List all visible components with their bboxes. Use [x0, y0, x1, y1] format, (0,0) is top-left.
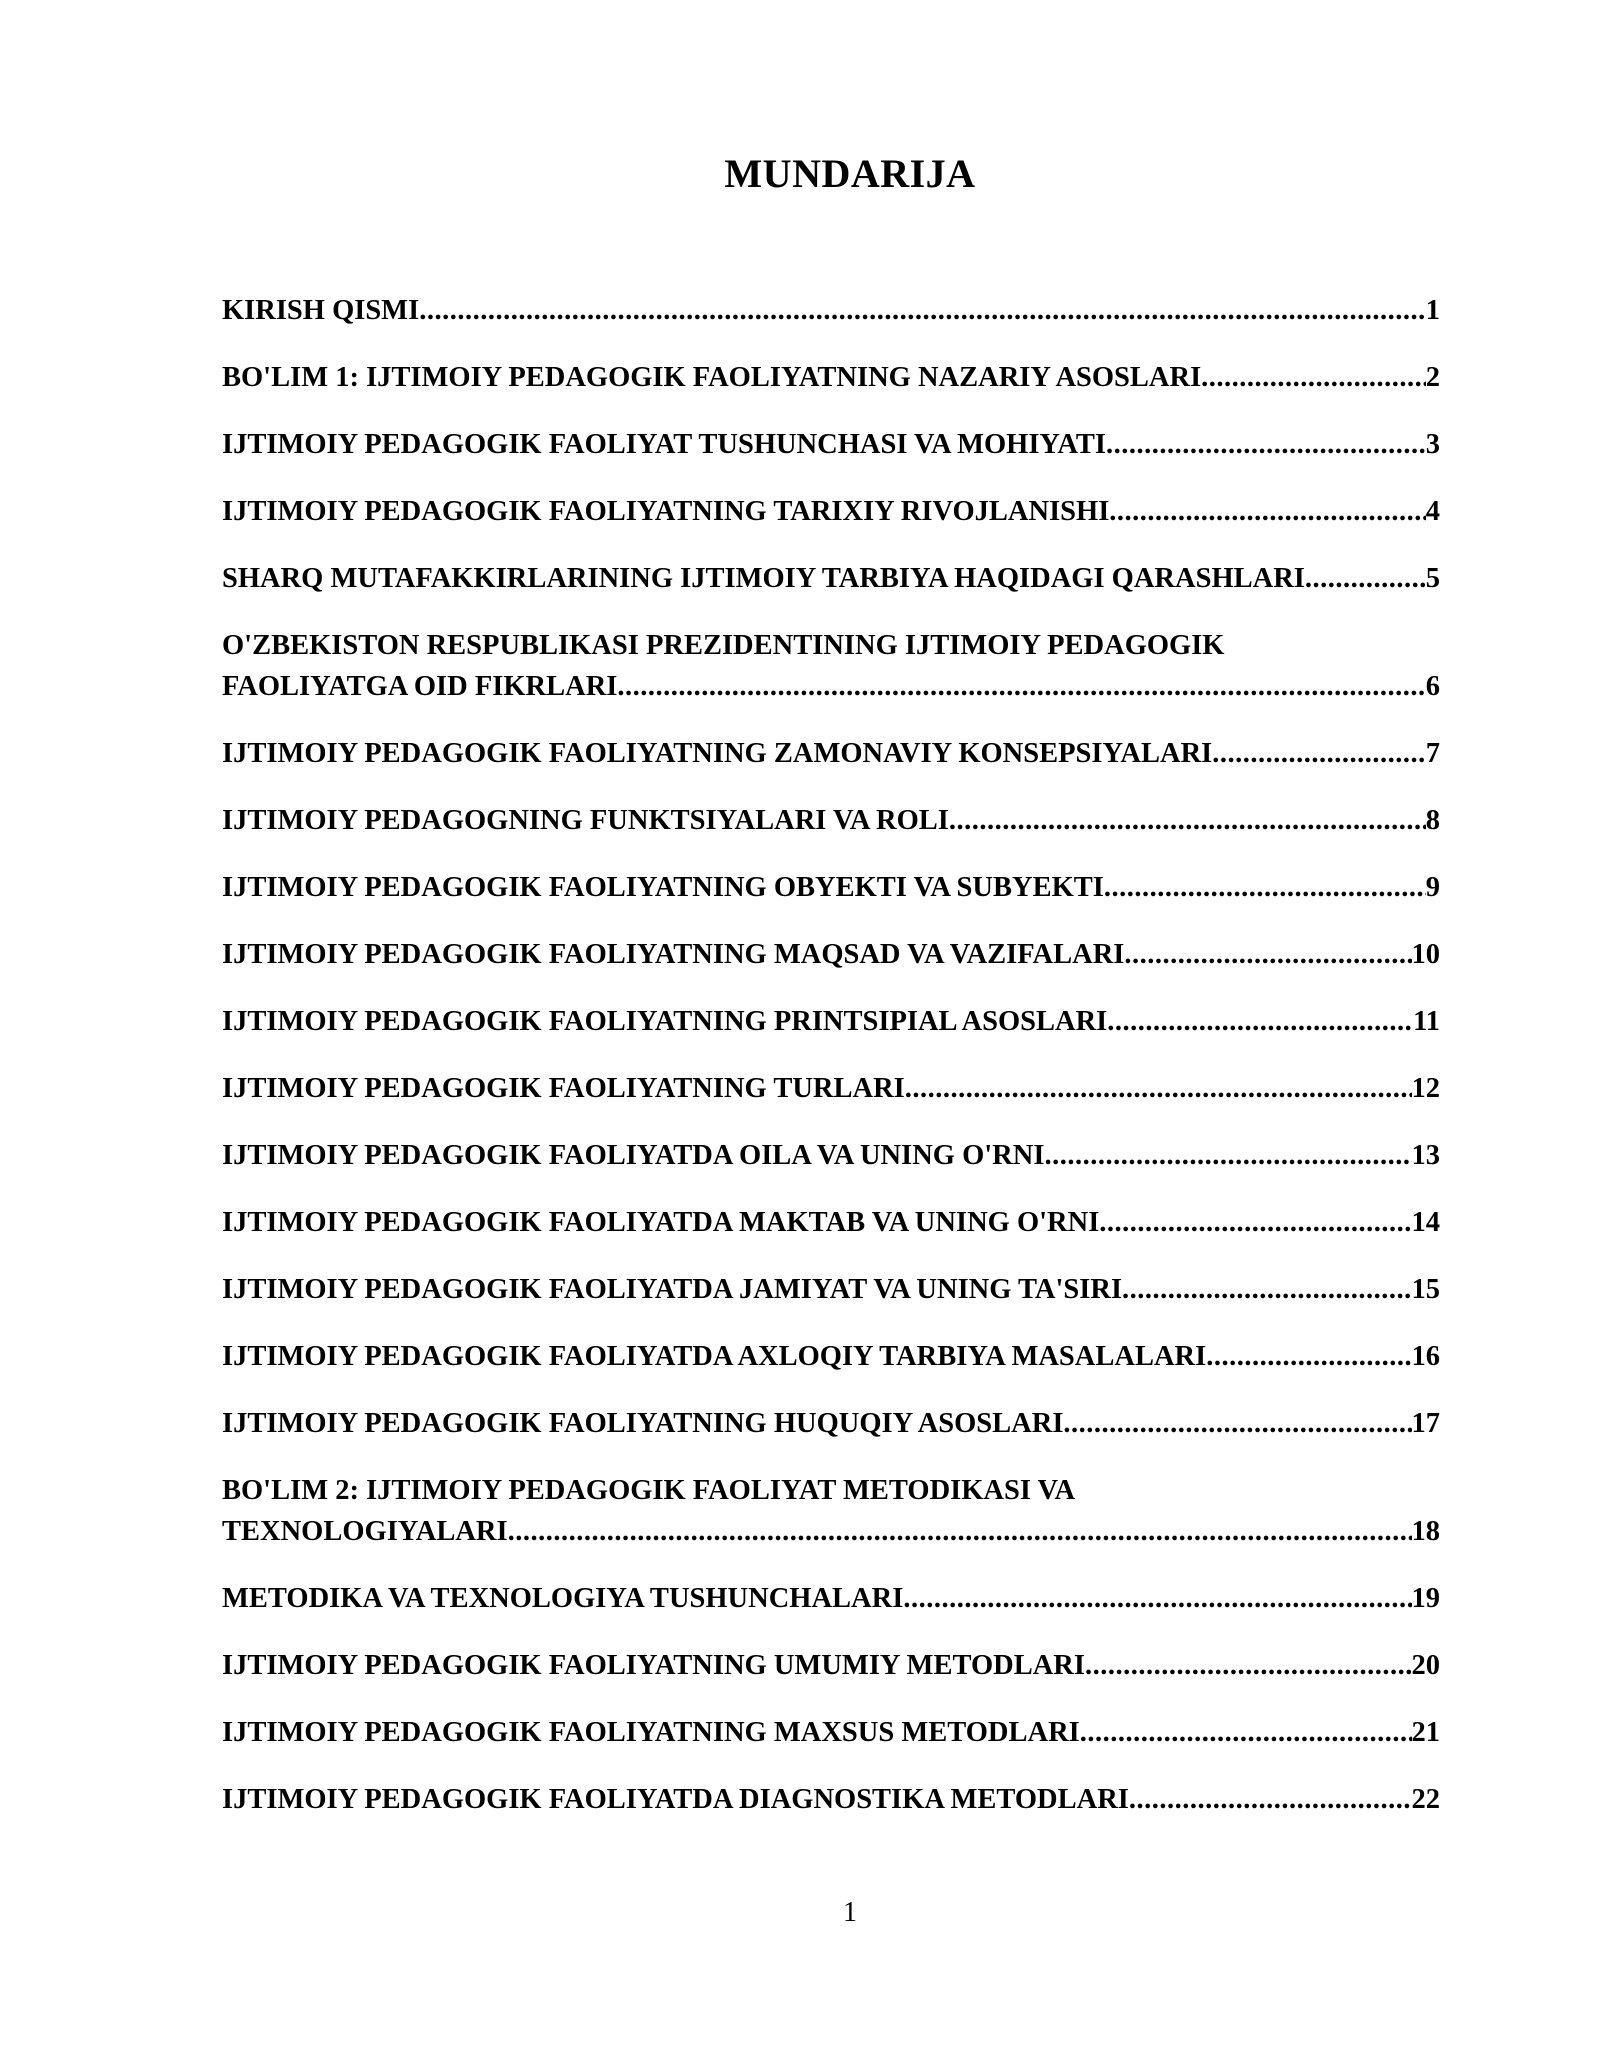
toc-entry[interactable] — [222, 800, 1440, 841]
toc-entry-label: IJTIMOIY PEDAGOGIK FAOLIYATDA JAMIYAT VA UNING TA'SIRI — [222, 1274, 1123, 1305]
toc-entry[interactable] — [222, 1135, 1440, 1176]
toc-entry-page: 17 — [1411, 1408, 1440, 1439]
toc-dot-leader — [1104, 867, 1426, 908]
toc-entry-label: IJTIMOIY PEDAGOGIK FAOLIYATDA MAKTAB VA UNING O'RNI — [222, 1207, 1100, 1238]
toc-entry-page: 13 — [1411, 1140, 1440, 1171]
toc-entry-page: 16 — [1411, 1341, 1440, 1372]
toc-dot-leader — [1044, 1135, 1411, 1176]
toc-dot-leader — [419, 290, 1426, 331]
toc-entry[interactable] — [222, 1068, 1440, 1109]
toc-entry-line2 — [222, 666, 1440, 707]
toc-dot-leader — [1099, 1202, 1411, 1243]
toc-entry-page: 12 — [1411, 1073, 1440, 1104]
toc-entry-label-line1: BO'LIM 2: IJTIMOIY PEDAGOGIK FAOLIYAT METODIKASI VA — [222, 1475, 1076, 1506]
toc-entry-page: 14 — [1411, 1207, 1440, 1238]
toc-entry-page: 6 — [1425, 671, 1440, 702]
toc-entry-label: BO'LIM 1: IJTIMOIY PEDAGOGIK FAOLIYATNING NAZARIY ASOSLARI — [222, 362, 1202, 393]
toc-dot-leader — [1080, 1712, 1412, 1753]
toc-dot-leader — [1124, 934, 1411, 975]
toc-dot-leader — [1129, 1779, 1412, 1820]
toc-entry-label: IJTIMOIY PEDAGOGNING FUNKTSIYALARI VA ROLI — [222, 805, 949, 836]
toc-entry-label: IJTIMOIY PEDAGOGIK FAOLIYATNING UMUMIY METODLARI — [222, 1650, 1085, 1681]
toc-dot-leader — [1109, 491, 1425, 532]
toc-entry-page: 10 — [1411, 939, 1440, 970]
toc-dot-leader — [1305, 558, 1426, 599]
toc-entry[interactable] — [222, 733, 1440, 774]
toc-entry-page: 20 — [1411, 1650, 1440, 1681]
toc-entry-multiline — [222, 625, 1440, 707]
toc-entry[interactable] — [222, 1712, 1440, 1753]
toc-entry-label-line1: O'ZBEKISTON RESPUBLIKASI PREZIDENTINING IJTIMOIY PEDAGOGIK — [222, 630, 1225, 661]
toc-entry-multiline — [222, 1470, 1440, 1552]
toc-entry-line2 — [222, 1511, 1440, 1552]
page-title: MUNDARIJA — [724, 151, 976, 196]
toc-entry[interactable] — [222, 1645, 1440, 1686]
toc-entry-page: 22 — [1411, 1784, 1440, 1815]
toc-entry[interactable] — [222, 1578, 1440, 1619]
toc-entry[interactable] — [222, 934, 1440, 975]
toc-entry-label-line2: TEXNOLOGIYALARI — [222, 1516, 508, 1547]
toc-entry-label: IJTIMOIY PEDAGOGIK FAOLIYATNING MAQSAD VA VAZIFALARI — [222, 939, 1125, 970]
toc-entry-page: 15 — [1411, 1274, 1440, 1305]
toc-entry-label: KIRISH QISMI — [222, 295, 420, 326]
toc-entry-page: 4 — [1425, 496, 1440, 527]
toc-entry[interactable] — [222, 1403, 1440, 1444]
toc-dot-leader — [617, 666, 1425, 707]
toc-entry-page: 19 — [1411, 1583, 1440, 1614]
toc-entry[interactable] — [222, 1336, 1440, 1377]
toc-entry-label: METODIKA VA TEXNOLOGIYA TUSHUNCHALARI — [222, 1583, 904, 1614]
toc-entry-page: 5 — [1425, 563, 1440, 594]
toc-entry[interactable] — [222, 357, 1440, 398]
toc-entry[interactable] — [222, 424, 1440, 465]
toc-entry-page: 2 — [1425, 362, 1440, 393]
toc-entry-page: 8 — [1425, 805, 1440, 836]
toc-entry[interactable] — [222, 625, 1440, 707]
toc-dot-leader — [1206, 1336, 1411, 1377]
toc-dot-leader — [1085, 1645, 1412, 1686]
toc-entry[interactable] — [222, 491, 1440, 532]
toc-dot-leader — [1107, 1001, 1413, 1042]
toc-entry-page: 7 — [1425, 738, 1440, 769]
toc-entry[interactable] — [222, 290, 1440, 331]
toc-entry[interactable] — [222, 1001, 1440, 1042]
toc-dot-leader — [905, 1068, 1412, 1109]
toc-dot-leader — [1063, 1403, 1411, 1444]
toc-entry[interactable] — [222, 1269, 1440, 1310]
toc-dot-leader — [949, 800, 1426, 841]
toc-dot-leader — [1201, 357, 1426, 398]
toc-entry-page: 1 — [1425, 295, 1440, 326]
page-number: 1 — [843, 1897, 857, 1928]
toc-entry[interactable] — [222, 1202, 1440, 1243]
toc-dot-leader — [1122, 1269, 1411, 1310]
toc-entry[interactable] — [222, 1779, 1440, 1820]
toc-entry-label: SHARQ MUTAFAKKIRLARINING IJTIMOIY TARBIYA HAQIDAGI QARASHLARI — [222, 563, 1305, 594]
toc-entry-page: 9 — [1425, 872, 1440, 903]
toc-dot-leader — [903, 1578, 1411, 1619]
toc-entry-label: IJTIMOIY PEDAGOGIK FAOLIYATNING HUQUQIY ASOSLARI — [222, 1408, 1064, 1439]
toc-entry-page: 11 — [1413, 1006, 1440, 1037]
toc-entry-label: IJTIMOIY PEDAGOGIK FAOLIYATNING TURLARI — [222, 1073, 905, 1104]
toc-entry-label: IJTIMOIY PEDAGOGIK FAOLIYATDA AXLOQIY TARBIYA MASALALARI — [222, 1341, 1207, 1372]
toc-entry-label: IJTIMOIY PEDAGOGIK FAOLIYAT TUSHUNCHASI VA MOHIYATI — [222, 429, 1106, 460]
toc-dot-leader — [1106, 424, 1426, 465]
toc-dot-leader — [1212, 733, 1425, 774]
toc-entry-page: 3 — [1425, 429, 1440, 460]
toc-entry-label: IJTIMOIY PEDAGOGIK FAOLIYATNING TARIXIY RIVOJLANISHI — [222, 496, 1110, 527]
toc-entry-label: IJTIMOIY PEDAGOGIK FAOLIYATDA DIAGNOSTIKA METODLARI — [222, 1784, 1129, 1815]
toc-entry[interactable] — [222, 558, 1440, 599]
toc-entry-label-line2: FAOLIYATGA OID FIKRLARI — [222, 671, 618, 702]
toc-entry-label: IJTIMOIY PEDAGOGIK FAOLIYATNING ZAMONAVIY KONSEPSIYALARI — [222, 738, 1213, 769]
toc-entry-page: 21 — [1411, 1717, 1440, 1748]
toc-entry[interactable] — [222, 1470, 1440, 1552]
toc-entry-label: IJTIMOIY PEDAGOGIK FAOLIYATNING PRINTSIPIAL ASOSLARI — [222, 1006, 1108, 1037]
toc-entry-page: 18 — [1411, 1516, 1440, 1547]
toc-entry-label: IJTIMOIY PEDAGOGIK FAOLIYATNING MAXSUS METODLARI — [222, 1717, 1080, 1748]
toc-entry[interactable] — [222, 867, 1440, 908]
table-of-contents — [222, 290, 1440, 1846]
toc-entry-label: IJTIMOIY PEDAGOGIK FAOLIYATDA OILA VA UNING O'RNI — [222, 1140, 1045, 1171]
toc-entry-label: IJTIMOIY PEDAGOGIK FAOLIYATNING OBYEKTI VA SUBYEKTI — [222, 872, 1104, 903]
toc-dot-leader — [508, 1511, 1412, 1552]
